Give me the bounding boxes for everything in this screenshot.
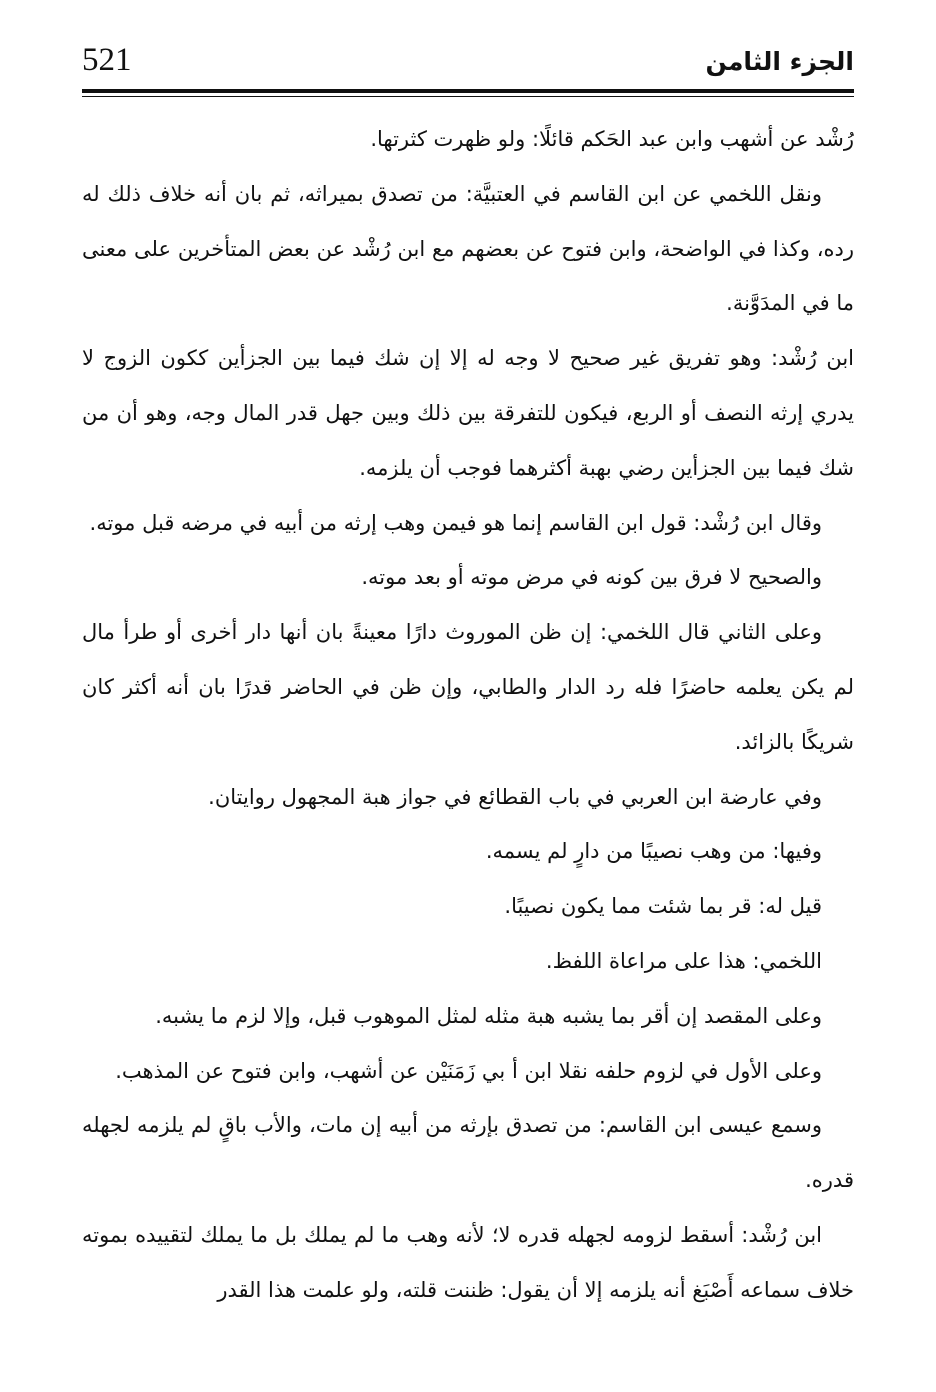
paragraph: وعلى المقصد إن أقر بما يشبه هبة مثله لمثل الموهوب قبل، وإلا لزم ما يشبه.	[155, 1003, 822, 1028]
paragraph: وسمع عيسى ابن القاسم: من تصدق بإرثه من أبيه إن مات، والأب باقٍ لم يلزمه لجهله قدره.	[82, 1113, 854, 1193]
body-text	[82, 112, 854, 1318]
paragraph: وعلى الأول في لزوم حلفه نقلا ابن أ بي زَمَنَيْن عن أشهب، وابن فتوح عن المذهب.	[115, 1058, 822, 1083]
paragraph: قيل له: قر بما شئت مما يكون نصيبًا.	[504, 894, 822, 919]
paragraph: وعلى الثاني قال اللخمي: إن ظن الموروث دارًا معينةً بان أنها دار أخرى أو طرأ مال لم يكن يعلمه حاضرًا فله رد الدار والطابي، وإن ظن في الحاضر قدرًا بان أنه أكثر كان شريكًا بالزائد.	[82, 620, 854, 754]
paragraph: وفيها: من وهب نصيبًا من دارٍ لم يسمه.	[485, 839, 822, 864]
paragraph: ابن رُشْد: وهو تفريق غير صحيح لا وجه له إلا إن شك فيما بين الجزأين ككون الزوج لا يدري إرثه النصف أو الربع، فيكون للتفرقة بين ذلك وبين جهل قدر المال وجه، وهو أن من شك فيما بين الجزأين رضي بهبة أكثرهما فوجب أن يلزمه.	[82, 346, 854, 480]
header-rule-thick	[82, 89, 854, 93]
paragraph: ونقل اللخمي عن ابن القاسم في العتبيَّة: من تصدق بميراثه، ثم بان أنه خلاف ذلك له رده، وكذا في الواضحة، وابن فتوح عن بعضهم مع ابن رُشْد عن بعض المتأخرين على معنى ما في المدَوَّنة.	[82, 181, 854, 316]
paragraph: وفي عارضة ابن العربي في باب القطائع في جواز هبة المجهول روايتان.	[208, 784, 822, 809]
paragraph: رُشْد عن أشهب وابن عبد الحَكم قائلًا: ولو ظهرت كثرتها.	[370, 127, 854, 151]
paragraph: ابن رُشْد: أسقط لزومه لجهله قدره لا؛ لأنه وهب ما لم يملك بل ما يملك لتقييده بموته خلاف سماعه أَصْبَغ أنه يلزمه إلا أن يقول: ظننت قلته، ولو علمت هذا القدر	[82, 1222, 854, 1302]
paragraph: والصحيح لا فرق بين كونه في مرض موته أو بعد موته.	[361, 565, 822, 590]
paragraph: وقال ابن رُشْد: قول ابن القاسم إنما هو فيمن وهب إرثه من أبيه في مرضه قبل موته.	[89, 510, 822, 535]
page-header	[82, 40, 854, 90]
running-head: الجزء الثامن	[705, 47, 854, 76]
header-rule-thin	[82, 96, 854, 97]
page-number: 521	[82, 42, 132, 78]
paragraph: اللخمي: هذا على مراعاة اللفظ.	[545, 948, 822, 973]
